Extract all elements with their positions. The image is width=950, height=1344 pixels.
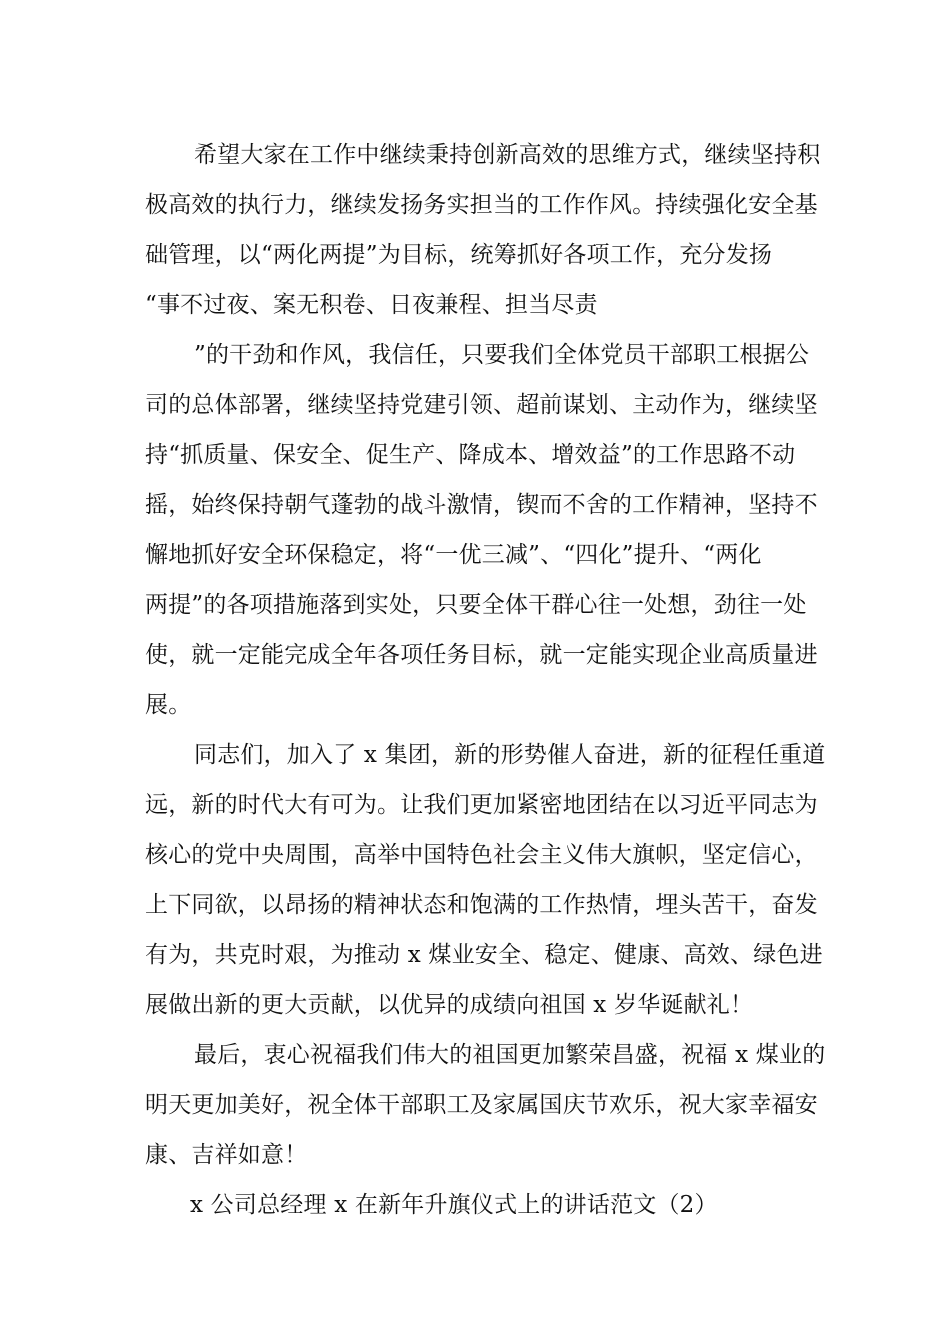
paragraph-line: 展。 <box>145 692 192 718</box>
paragraph-line: 摇，始终保持朝气蓬勃的战斗激情，锲而不舍的工作精神，坚持不 <box>145 492 818 518</box>
section-heading: x 公司总经理 x 在新年升旗仪式上的讲话范文（2） <box>190 1192 718 1218</box>
paragraph-line: 远，新的时代大有可为。让我们更加紧密地团结在以习近平同志为 <box>145 792 818 818</box>
paragraph-line: 最后，衷心祝福我们伟大的祖国更加繁荣昌盛，祝福 x 煤业的 <box>194 1042 826 1068</box>
paragraph-line: 上下同欲，以昂扬的精神状态和饱满的工作热情，埋头苦干，奋发 <box>145 892 818 918</box>
paragraph-line: 核心的党中央周围，高举中国特色社会主义伟大旗帜，坚定信心， <box>145 842 818 868</box>
paragraph-line: 希望大家在工作中继续秉持创新高效的思维方式，继续坚持积 <box>194 142 821 168</box>
paragraph-line: 使，就一定能完成全年各项任务目标，就一定能实现企业高质量进 <box>145 642 818 668</box>
paragraph-line: 有为，共克时艰，为推动 x 煤业安全、稳定、健康、高效、绿色进 <box>145 942 823 968</box>
paragraph-line: 础管理，以“两化两提”为目标，统筹抓好各项工作，充分发扬 <box>145 242 773 268</box>
paragraph-line: “事不过夜、案无积卷、日夜兼程、担当尽责 <box>145 292 598 318</box>
paragraph-line: 展做出新的更大贡献，以优异的成绩向祖国 x 岁华诞献礼！ <box>145 992 754 1018</box>
paragraph-line: 司的总体部署，继续坚持党建引领、超前谋划、主动作为，继续坚 <box>145 392 818 418</box>
paragraph-line: 两提”的各项措施落到实处，只要全体干群心往一处想，劲往一处 <box>145 592 807 618</box>
paragraph-line: 持“抓质量、保安全、促生产、降成本、增效益”的工作思路不动 <box>145 442 796 468</box>
paragraph-line: 极高效的执行力，继续发扬务实担当的工作作风。持续强化安全基 <box>145 192 818 218</box>
paragraph-line: 明天更加美好，祝全体干部职工及家属国庆节欢乐，祝大家幸福安 <box>145 1092 818 1118</box>
paragraph-line: 同志们，加入了 x 集团，新的形势催人奋进，新的征程任重道 <box>194 742 826 768</box>
paragraph-line: 懈地抓好安全环保稳定，将“一优三减”、“四化”提升、“两化 <box>145 542 762 568</box>
paragraph-line: ”的干劲和作风，我信任，只要我们全体党员干部职工根据公 <box>194 342 810 368</box>
paragraph-line: 康、吉祥如意！ <box>145 1142 308 1168</box>
